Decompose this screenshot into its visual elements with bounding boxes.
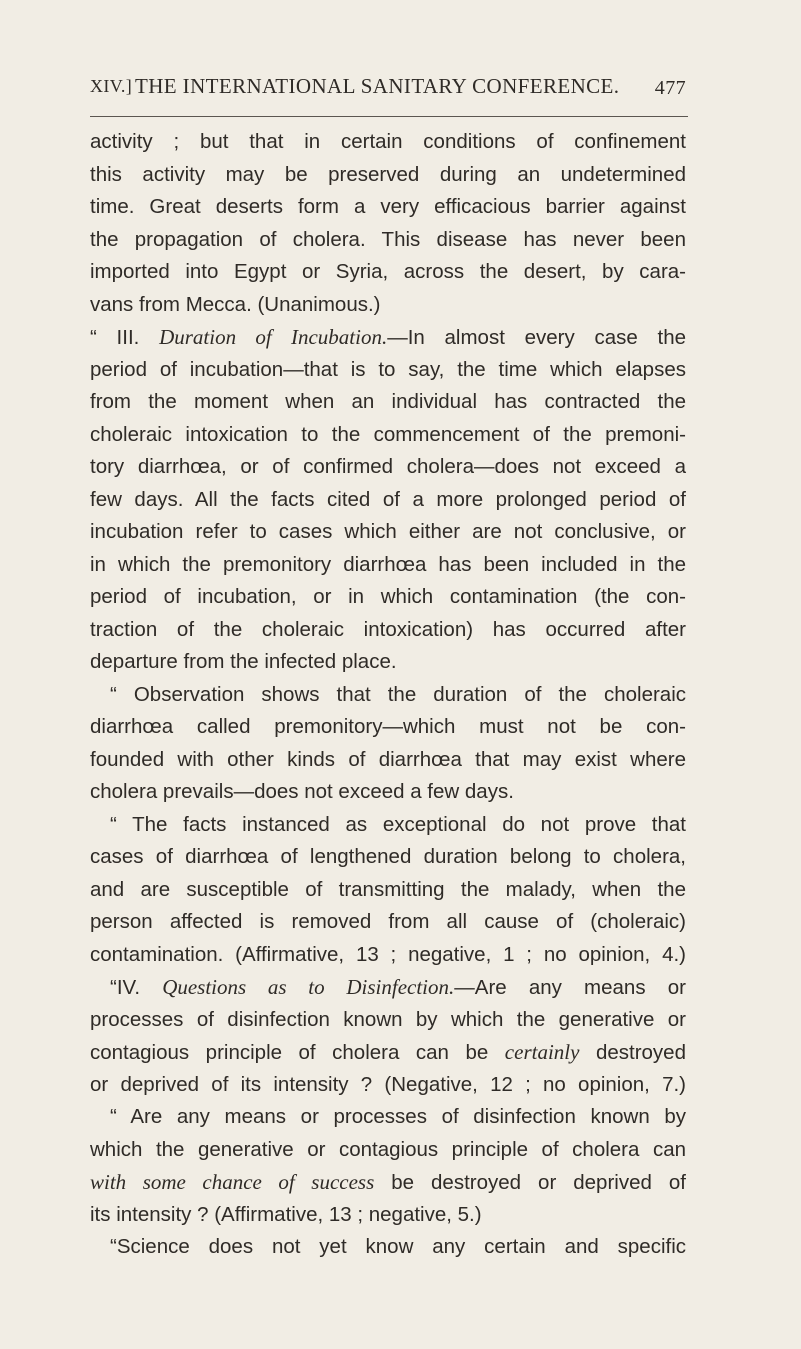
text-line: activity ; but that in certain conditions of confinement: [90, 130, 686, 153]
text-line: and are susceptible of transmitting the malady, when the: [90, 877, 686, 901]
text-line: time. Great deserts form a very efficacious barrier against: [90, 195, 686, 218]
text-line: tory diarrhœa, or of confirmed cholera—does not exceed a: [90, 455, 686, 478]
text-line: [90, 321, 686, 354]
line-text: contagious principle of cholera can be: [90, 1041, 505, 1064]
text-line: this activity may be preserved during an undetermined: [90, 162, 686, 186]
text-line: traction of the choleraic intoxication) has occurred after: [90, 617, 686, 641]
text-line: “ The facts instanced as exceptional do not prove that: [110, 812, 686, 836]
text-line: from the moment when an individual has contracted the: [90, 390, 686, 413]
text-line: few days. All the facts cited of a more prolonged period of: [90, 487, 686, 511]
italic-heading: Questions as to Disinfection.: [162, 975, 455, 999]
running-header: [90, 74, 686, 108]
page-number: 477: [654, 77, 686, 99]
text-line: the propagation of cholera. This disease has never been: [90, 227, 686, 251]
body-text: [90, 126, 686, 1264]
line-text: —Are any means or: [454, 976, 686, 999]
text-line: contamination. (Affirmative, 13 ; negative, 1 ; no opinion, 4.): [90, 942, 686, 966]
quote-section-number: “IV.: [110, 976, 163, 999]
text-line: cases of diarrhœa of lengthened duration belong to cholera,: [90, 845, 686, 868]
text-line: processes of disinfection known by which the generative or: [90, 1007, 686, 1031]
text-line: “ Observation shows that the duration of the choleraic: [110, 682, 686, 706]
text-line: incubation refer to cases which either are not conclusive, or: [90, 520, 686, 543]
text-line: person affected is removed from all cause of (choleraic): [90, 910, 686, 933]
text-line: which the generative or contagious principle of cholera can: [90, 1137, 686, 1161]
line-text: be destroyed or deprived of: [374, 1171, 686, 1194]
text-line: choleraic intoxication to the commencement of the premoni-: [90, 422, 686, 446]
chapter-number: XIV.]: [90, 76, 133, 96]
text-line: imported into Egypt or Syria, across the desert, by cara-: [90, 260, 686, 283]
running-title: THE INTERNATIONAL SANITARY CONFERENCE.: [135, 74, 620, 98]
text-line: its intensity ? (Affirmative, 13 ; negative, 5.): [90, 1202, 482, 1226]
text-line: [90, 1166, 686, 1199]
text-line: “Science does not yet know any certain and specific: [110, 1235, 686, 1258]
line-text: destroyed: [579, 1041, 686, 1064]
text-line: or deprived of its intensity ? (Negative, 12 ; no opinion, 7.): [90, 1072, 686, 1096]
text-line: period of incubation, or in which contamination (the con-: [90, 585, 686, 608]
italic-emphasis: certainly: [504, 1040, 580, 1064]
italic-heading: Duration of Incubation.: [159, 325, 388, 349]
text-line: diarrhœa called premonitory—which must not be con-: [90, 715, 686, 738]
text-line: vans from Mecca. (Unanimous.): [90, 292, 381, 316]
text-line: departure from the infected place.: [90, 650, 397, 673]
italic-emphasis: with some chance of success: [90, 1170, 375, 1194]
line-text: —In almost every case the: [387, 326, 687, 349]
header-rule: [90, 116, 688, 117]
text-line: “ Are any means or processes of disinfection known by: [110, 1105, 686, 1128]
text-line: period of incubation—that is to say, the time which elapses: [90, 357, 686, 381]
text-line: [90, 1036, 686, 1069]
text-line: cholera prevails—does not exceed a few days.: [90, 780, 514, 803]
quote-section-number: “ III.: [90, 326, 160, 349]
text-line: [90, 971, 686, 1004]
text-line: in which the premonitory diarrhœa has been included in the: [90, 552, 686, 576]
text-line: founded with other kinds of diarrhœa that may exist where: [90, 747, 686, 771]
